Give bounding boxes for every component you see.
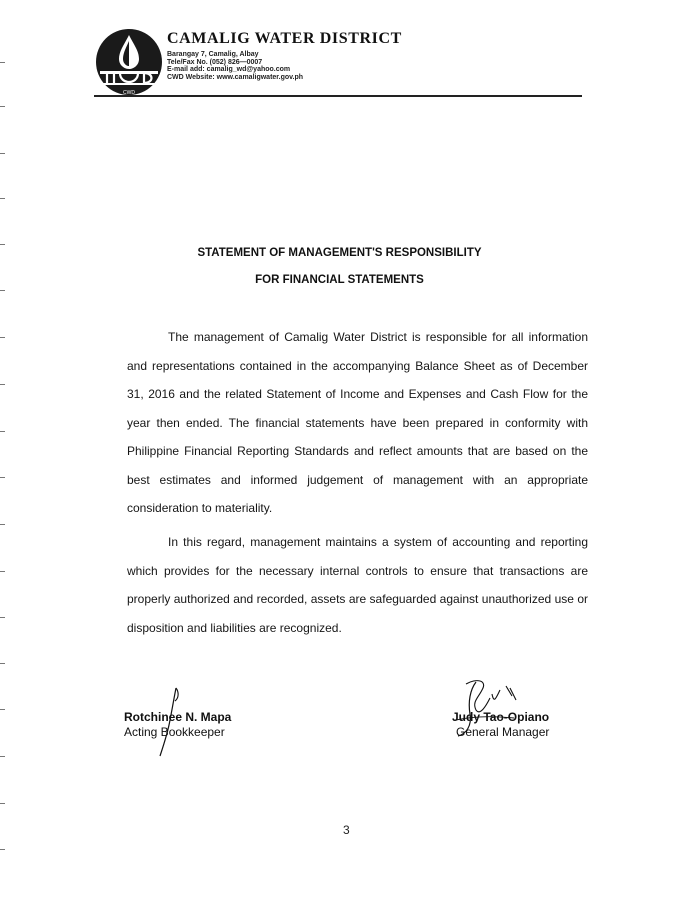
scan-mark — [0, 849, 5, 850]
scan-mark — [0, 290, 5, 291]
paragraph-internal-controls: In this regard, management maintains a system of accounting and reporting which provides for the necessary internal controls to ensure that transactions are properly authorized and recorded, assets are safeguarded against unauthorized use or disposition and liabilities are recognized. — [127, 535, 588, 635]
paragraph-responsibility: The management of Camalig Water District is responsible for all information and representations contained in the accompanying Balance Sheet as of December 31, 2016 and the related Statement of Income and Expenses and Cash Flow for the year then ended. The financial statements have been prepared in conformity with Philippine Financial Reporting Standards and reflect amounts that are based on the best estimates and informed judgement of management with an appropriate consideration to materiality. — [127, 330, 588, 515]
logo-lettering: CWD — [123, 90, 135, 96]
scan-mark — [0, 663, 5, 664]
signatory-title-opiano: General Manager — [456, 725, 550, 739]
scan-mark — [0, 244, 5, 245]
signatory-name-opiano: Judy Tao-Opiano — [452, 710, 550, 724]
scan-mark — [0, 384, 5, 385]
scan-mark — [0, 337, 5, 338]
scan-mark — [0, 153, 5, 154]
scan-mark — [0, 106, 5, 107]
telefax-line: Tele/Fax No. (052) 826—0007 — [167, 58, 263, 66]
email-line: E-mail add: camalig_wd@yahoo.com — [167, 66, 291, 74]
scan-mark — [0, 198, 5, 199]
letterhead-contact — [167, 51, 303, 81]
scan-mark — [0, 477, 5, 478]
website-line: CWD Website: www.camaligwater.gov.ph — [167, 73, 304, 81]
camalig-water-district-logo — [94, 27, 164, 97]
signatory-title-mapa: Acting Bookkeeper — [124, 725, 225, 739]
page-number: 3 — [343, 823, 350, 837]
scan-mark — [0, 431, 5, 432]
document-title: STATEMENT OF MANAGEMENT'S RESPONSIBILITY — [197, 247, 482, 259]
scan-mark — [0, 803, 5, 804]
document-subtitle: FOR FINANCIAL STATEMENTS — [255, 274, 424, 286]
letterhead-divider — [94, 95, 582, 97]
scan-mark — [0, 571, 5, 572]
scan-mark — [0, 617, 5, 618]
scan-mark — [0, 756, 5, 757]
scan-mark — [0, 62, 5, 63]
organization-name: CAMALIG WATER DISTRICT — [167, 30, 402, 47]
address-line: Barangay 7, Camalig, Albay — [167, 51, 259, 58]
scan-mark — [0, 709, 5, 710]
scan-mark — [0, 524, 5, 525]
signatory-name-mapa: Rotchinee N. Mapa — [124, 710, 232, 724]
